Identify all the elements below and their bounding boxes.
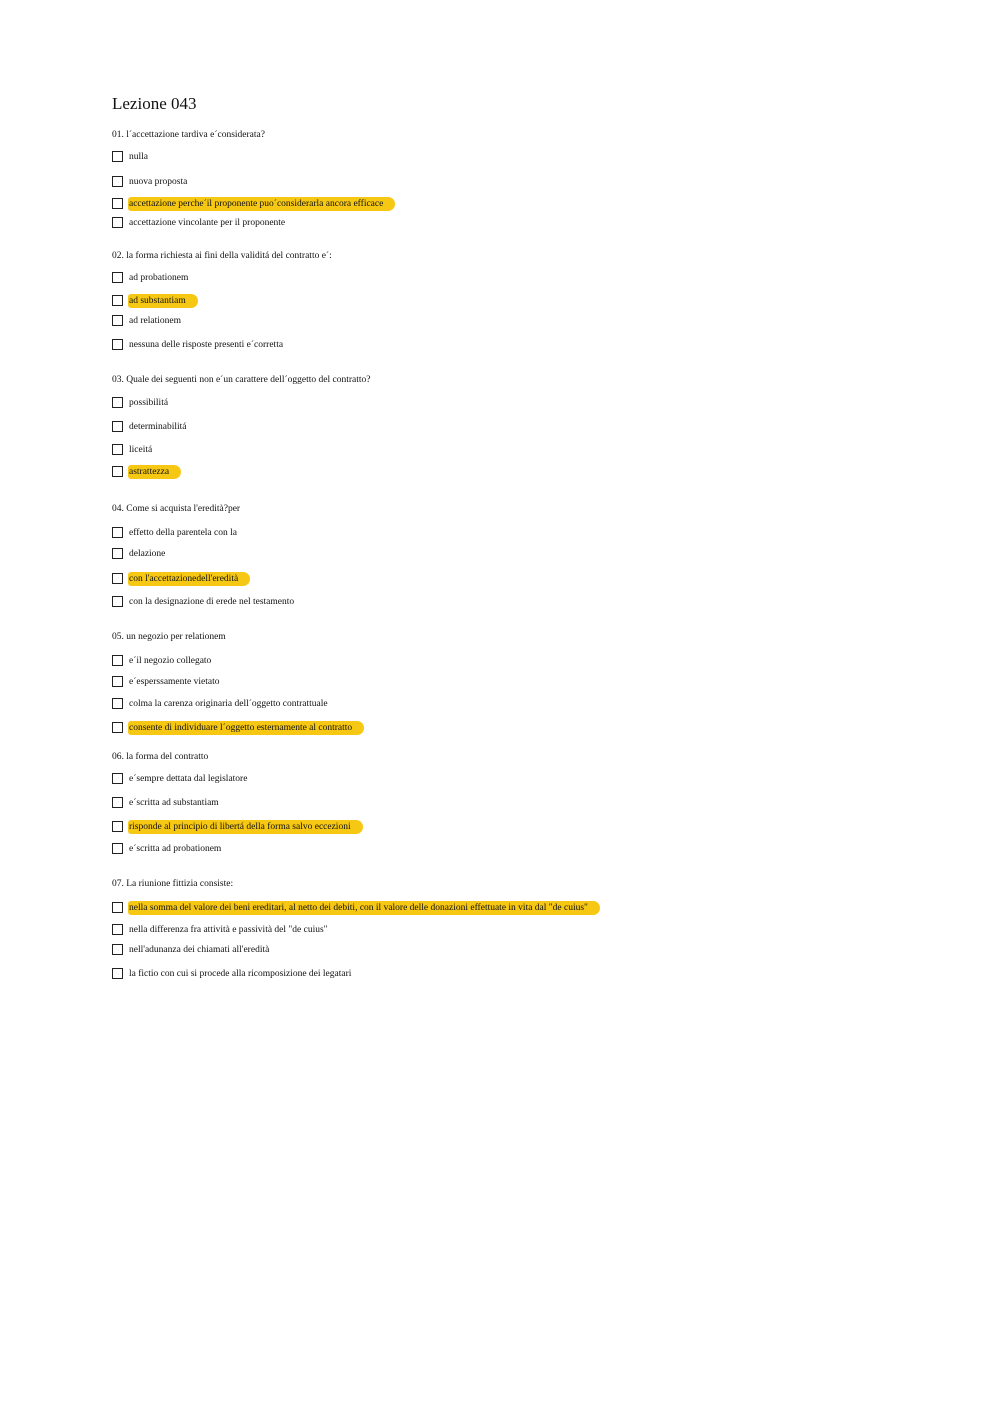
checkbox[interactable]	[112, 924, 123, 935]
option-label: nuova proposta	[129, 177, 188, 187]
checkbox[interactable]	[112, 944, 123, 955]
checkbox[interactable]	[112, 421, 123, 432]
checkbox[interactable]	[112, 676, 123, 687]
option-label: delazione	[129, 549, 166, 559]
checkbox[interactable]	[112, 902, 123, 913]
option-label-highlighted: risponde al principio di libertá della forma salvo eccezioni	[128, 820, 363, 834]
option-label: possibilitá	[129, 398, 169, 408]
checkbox[interactable]	[112, 722, 123, 733]
option-label: e´il negozio collegato	[129, 656, 212, 666]
option-label-highlighted: astrattezza	[128, 465, 181, 479]
option-label: e´esperssamente vietato	[129, 677, 220, 687]
checkbox[interactable]	[112, 466, 123, 477]
checkbox[interactable]	[112, 548, 123, 559]
question-06: 06. la forma del contratto	[112, 752, 209, 762]
checkbox[interactable]	[112, 272, 123, 283]
option-label: colma la carenza originaria dell´oggetto contrattuale	[129, 699, 328, 709]
question-03: 03. Quale dei seguenti non e´un carattere dell´oggetto del contratto?	[112, 375, 371, 385]
checkbox[interactable]	[112, 797, 123, 808]
checkbox[interactable]	[112, 295, 123, 306]
option-label: liceitá	[129, 445, 153, 455]
option-label-highlighted: nella somma del valore dei beni ereditari, al netto dei debiti, con il valore delle donazioni effettuate in vita dal "de cuius"	[128, 901, 600, 915]
option-label: nell'adunanza dei chiamati all'eredità	[129, 945, 270, 955]
option-label: determinabilitá	[129, 422, 187, 432]
page-header-mark	[490, 0, 499, 4]
question-05: 05. un negozio per relationem	[112, 632, 226, 642]
checkbox[interactable]	[112, 217, 123, 228]
option-label-highlighted: accettazione perche´il proponente puo´considerarla ancora efficace	[128, 197, 395, 211]
option-label-highlighted: ad substantiam	[128, 294, 198, 308]
question-04: 04. Come si acquista l'eredità?per	[112, 504, 241, 514]
checkbox[interactable]	[112, 444, 123, 455]
checkbox[interactable]	[112, 843, 123, 854]
question-02: 02. la forma richiesta ai fini della validitá del contratto e´:	[112, 251, 332, 261]
question-01: 01. l´accettazione tardiva e´considerata?	[112, 130, 265, 140]
option-label: con la designazione di erede nel testamento	[129, 597, 295, 607]
checkbox[interactable]	[112, 596, 123, 607]
checkbox[interactable]	[112, 655, 123, 666]
option-label: ad relationem	[129, 316, 181, 326]
checkbox[interactable]	[112, 698, 123, 709]
option-label-highlighted: con l'accettazionedell'eredità	[128, 572, 250, 586]
checkbox[interactable]	[112, 198, 123, 209]
checkbox[interactable]	[112, 151, 123, 162]
option-label: ad probationem	[129, 273, 189, 283]
checkbox[interactable]	[112, 339, 123, 350]
checkbox[interactable]	[112, 315, 123, 326]
option-label-highlighted: consente di individuare l´oggetto esternamente al contratto	[128, 721, 364, 735]
option-label: nessuna delle risposte presenti e´corretta	[129, 340, 284, 350]
checkbox[interactable]	[112, 573, 123, 584]
option-label: accettazione vincolante per il proponente	[129, 218, 286, 228]
option-label: nulla	[129, 152, 148, 162]
option-label: e´scritta ad substantiam	[129, 798, 219, 808]
option-label: nella differenza fra attività e passività del "de cuius"	[129, 925, 328, 935]
checkbox[interactable]	[112, 176, 123, 187]
checkbox[interactable]	[112, 527, 123, 538]
option-label: la fictio con cui si procede alla ricomposizione dei legatari	[129, 969, 352, 979]
option-label: e´scritta ad probationem	[129, 844, 222, 854]
checkbox[interactable]	[112, 968, 123, 979]
question-07: 07. La riunione fittizia consiste:	[112, 879, 234, 889]
page-title: Lezione 043	[112, 94, 197, 113]
checkbox[interactable]	[112, 773, 123, 784]
checkbox[interactable]	[112, 821, 123, 832]
option-label: effetto della parentela con la	[129, 528, 237, 538]
checkbox[interactable]	[112, 397, 123, 408]
option-label: e´sempre dettata dal legislatore	[129, 774, 248, 784]
